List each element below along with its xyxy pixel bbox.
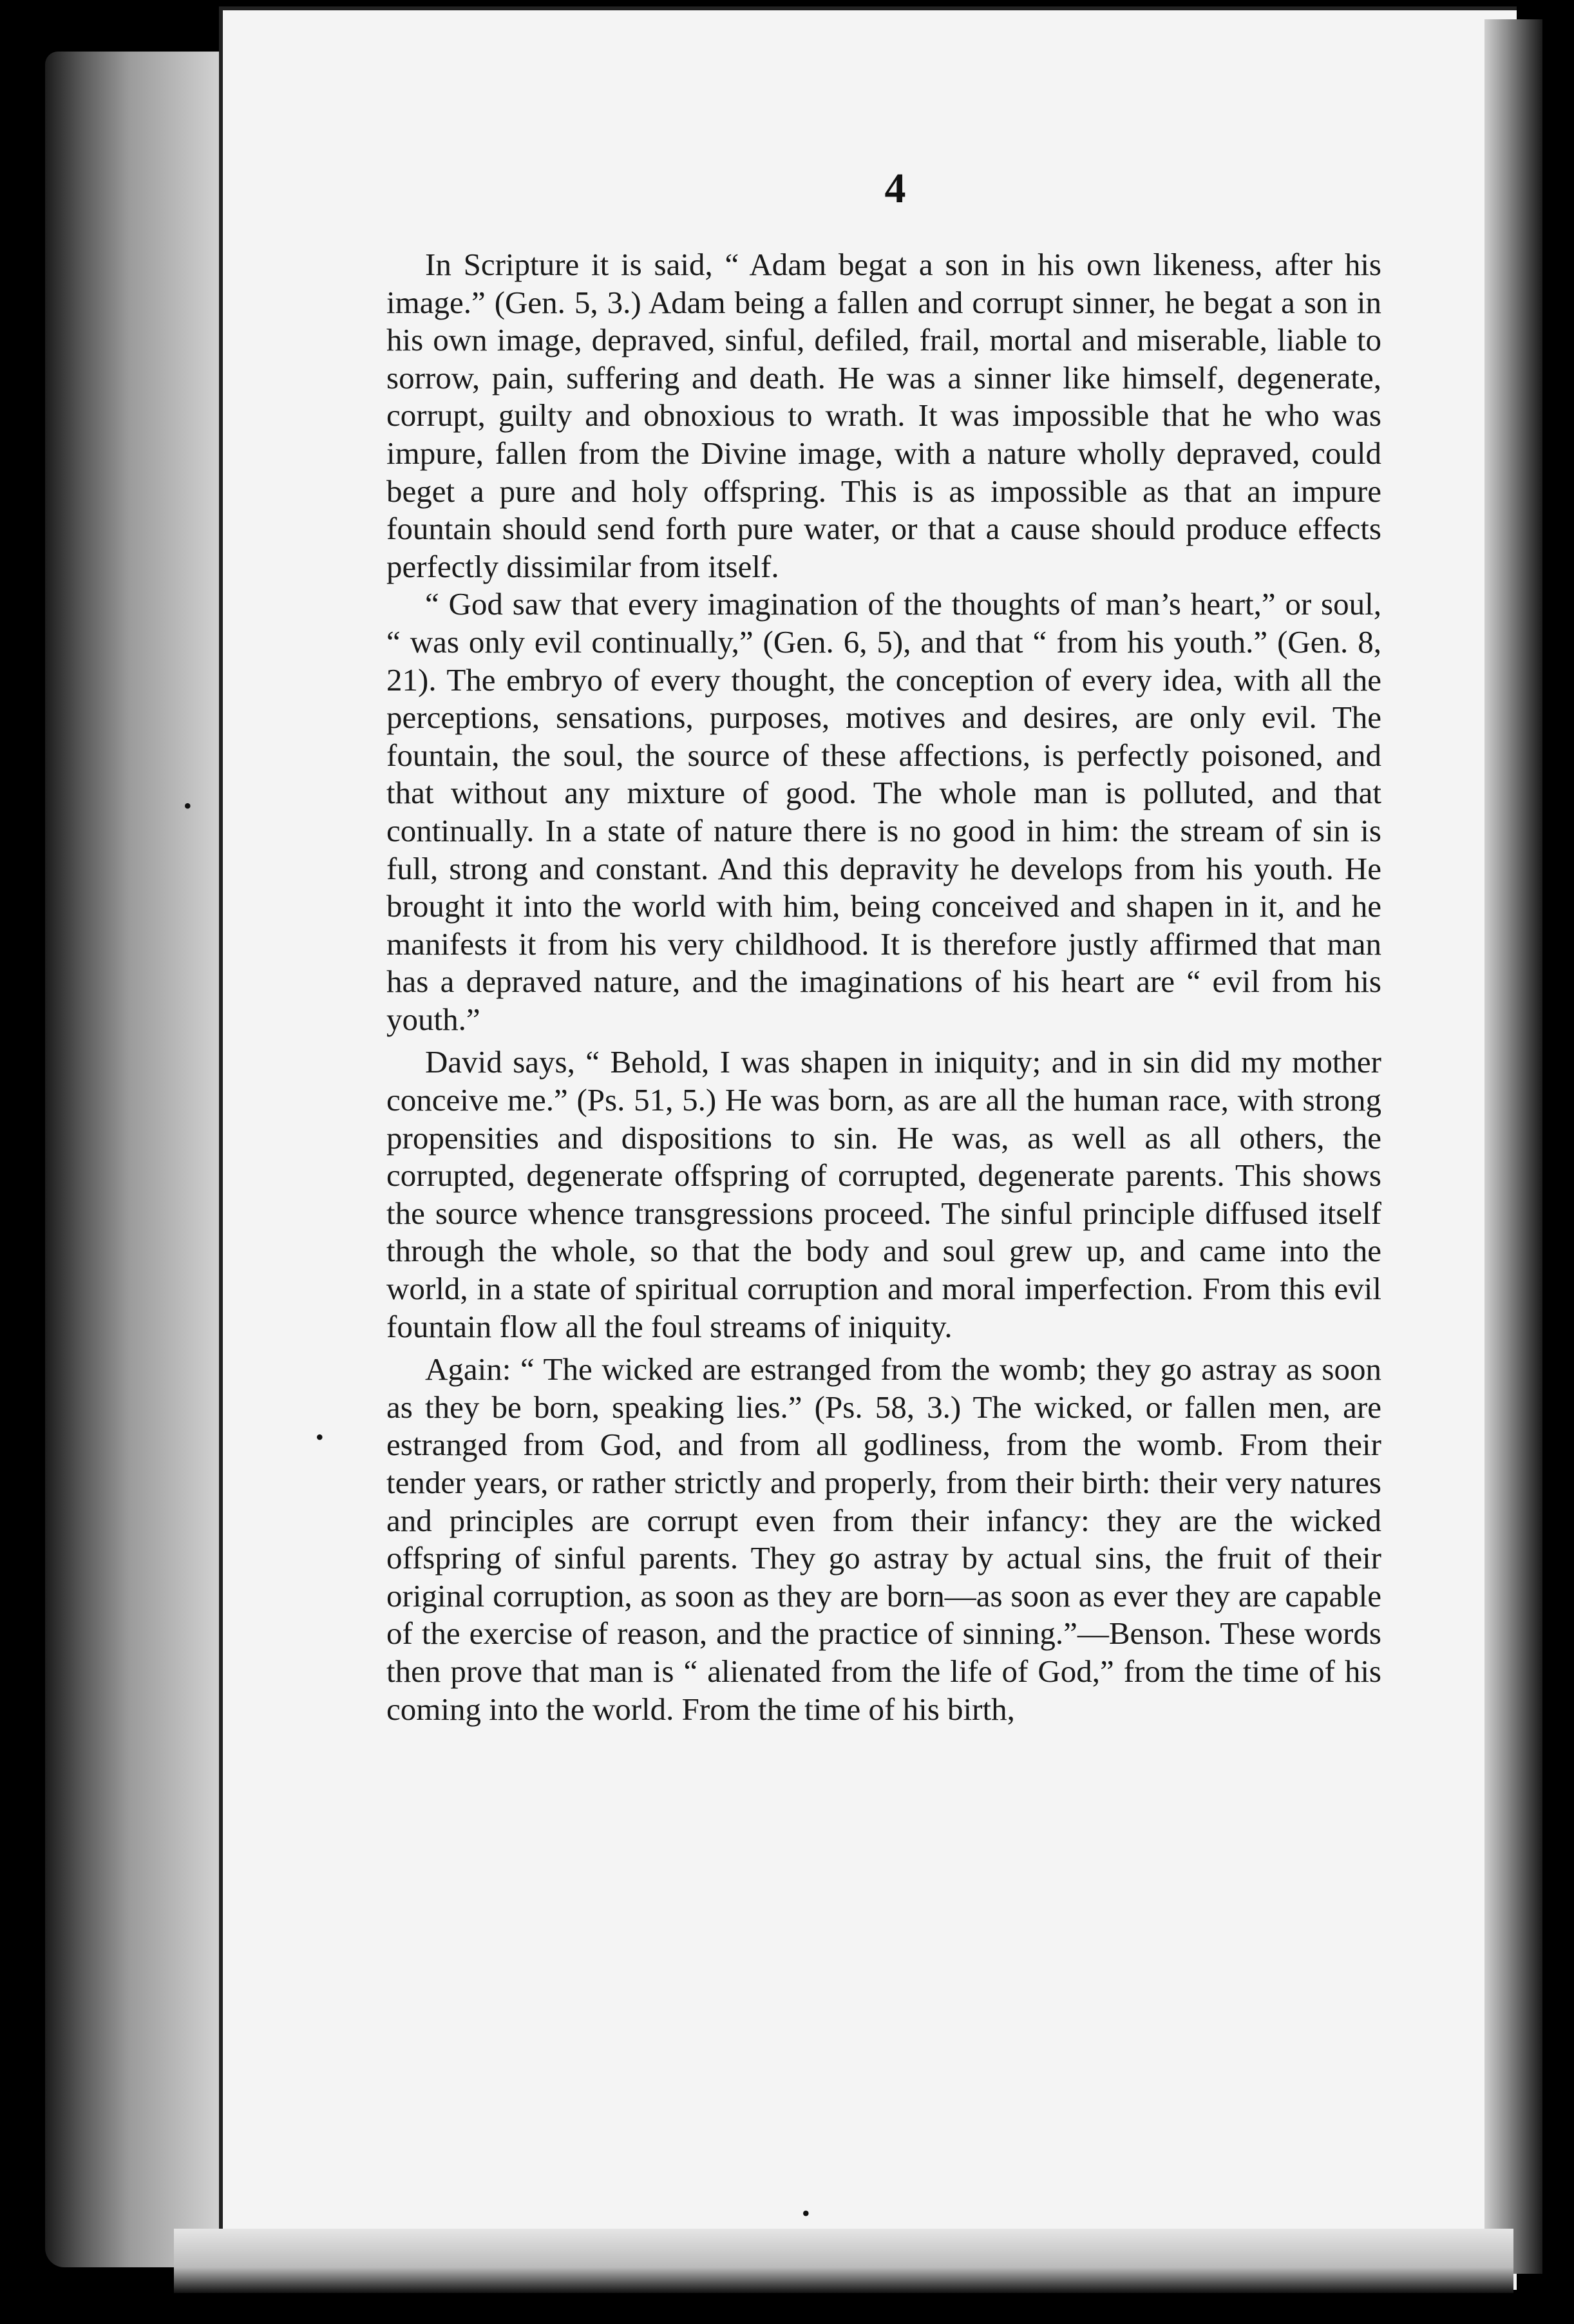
margin-dot-mark: • [316,1424,324,1450]
bottom-dot-mark: • [802,2200,810,2226]
paragraph-2: “ God saw that every imagination of the thoughts of man’s heart,” or soul, “ was only evil continually,” (Gen. 6, 5), and that “ from his youth.” (Gen. 8, 21). The embryo of every thought, the conception of every idea, with all the perceptions, sensations, purposes, motives and desires, are only evil. The fountain, the soul, the source of these affections, is perfectly poisoned, and that without any mixture of good. The whole man is polluted, and that continually. In a state of nature there is no good in him: the stream of sin is full, strong and constant. And this depravity he develops from his youth. He brought it into the world with him, being conceived and shapen in it, and he manifests it from his very childhood. It is therefore justly affirmed that man has a depraved nature, and the imaginations of his heart are “ evil from his youth.” [386,586,1381,1037]
paragraph-1: In Scripture it is said, “ Adam begat a son in his own likeness, after his image.” (Gen. 5, 3.) Adam being a fallen and corrupt sinner, he begat a son in his own image, depraved, sinful, defiled, frail, mortal and miserable, liable to sorrow, pain, suffering and death. He was a sinner like himself, degenerate, corrupt, guilty and obnoxious to wrath. It was impossible that he who was impure, fallen from the Divine image, with a nature wholly depraved, could beget a pure and holy offspring. This is as impossible as that an impure fountain should send forth pure water, or that a cause should produce effects perfectly dissimilar from itself. [386,247,1381,584]
margin-dot-mark: • [184,793,192,819]
body-text [386,246,1381,1728]
page-number: 4 [884,165,906,212]
page-right-edge [1484,19,1542,2274]
torn-back-cover [45,52,232,2267]
paragraph-4: Again: “ The wicked are estranged from the womb; they go astray as soon as they be born, speaking lies.” (Ps. 58, 3.) The wicked, or fallen men, are estranged from God, and from all godliness, from the womb. From their tender years, or rather strictly and properly, from their birth: their very natures and principles are corrupt even from their infancy: they are the wicked offspring of sinful parents. They go astray by actual sins, the fruit of their original corruption, as soon as they are born—as soon as ever they are capable of the exercise of reason, and the practice of sinning.”—Benson. These words then prove that man is “ alienated from the life of God,” from the time of his coming into the world. From the time of his birth, [386,1351,1381,1727]
page-bottom-edge [174,2229,1513,2293]
paragraph-3: David says, “ Behold, I was shapen in iniquity; and in sin did my mother conceive me.” (Ps. 51, 5.) He was born, as are all the human race, with strong propensities and dispositions to sin. He was, as well as all others, the corrupted, degenerate offspring of corrupted, degenerate parents. This shows the source whence transgressions proceed. The sinful principle diffused itself through the whole, so that the body and soul grew up, and came into the world, in a state of spiritual corruption and moral imperfection. From this evil fountain flow all the foul streams of iniquity. [386,1044,1381,1344]
